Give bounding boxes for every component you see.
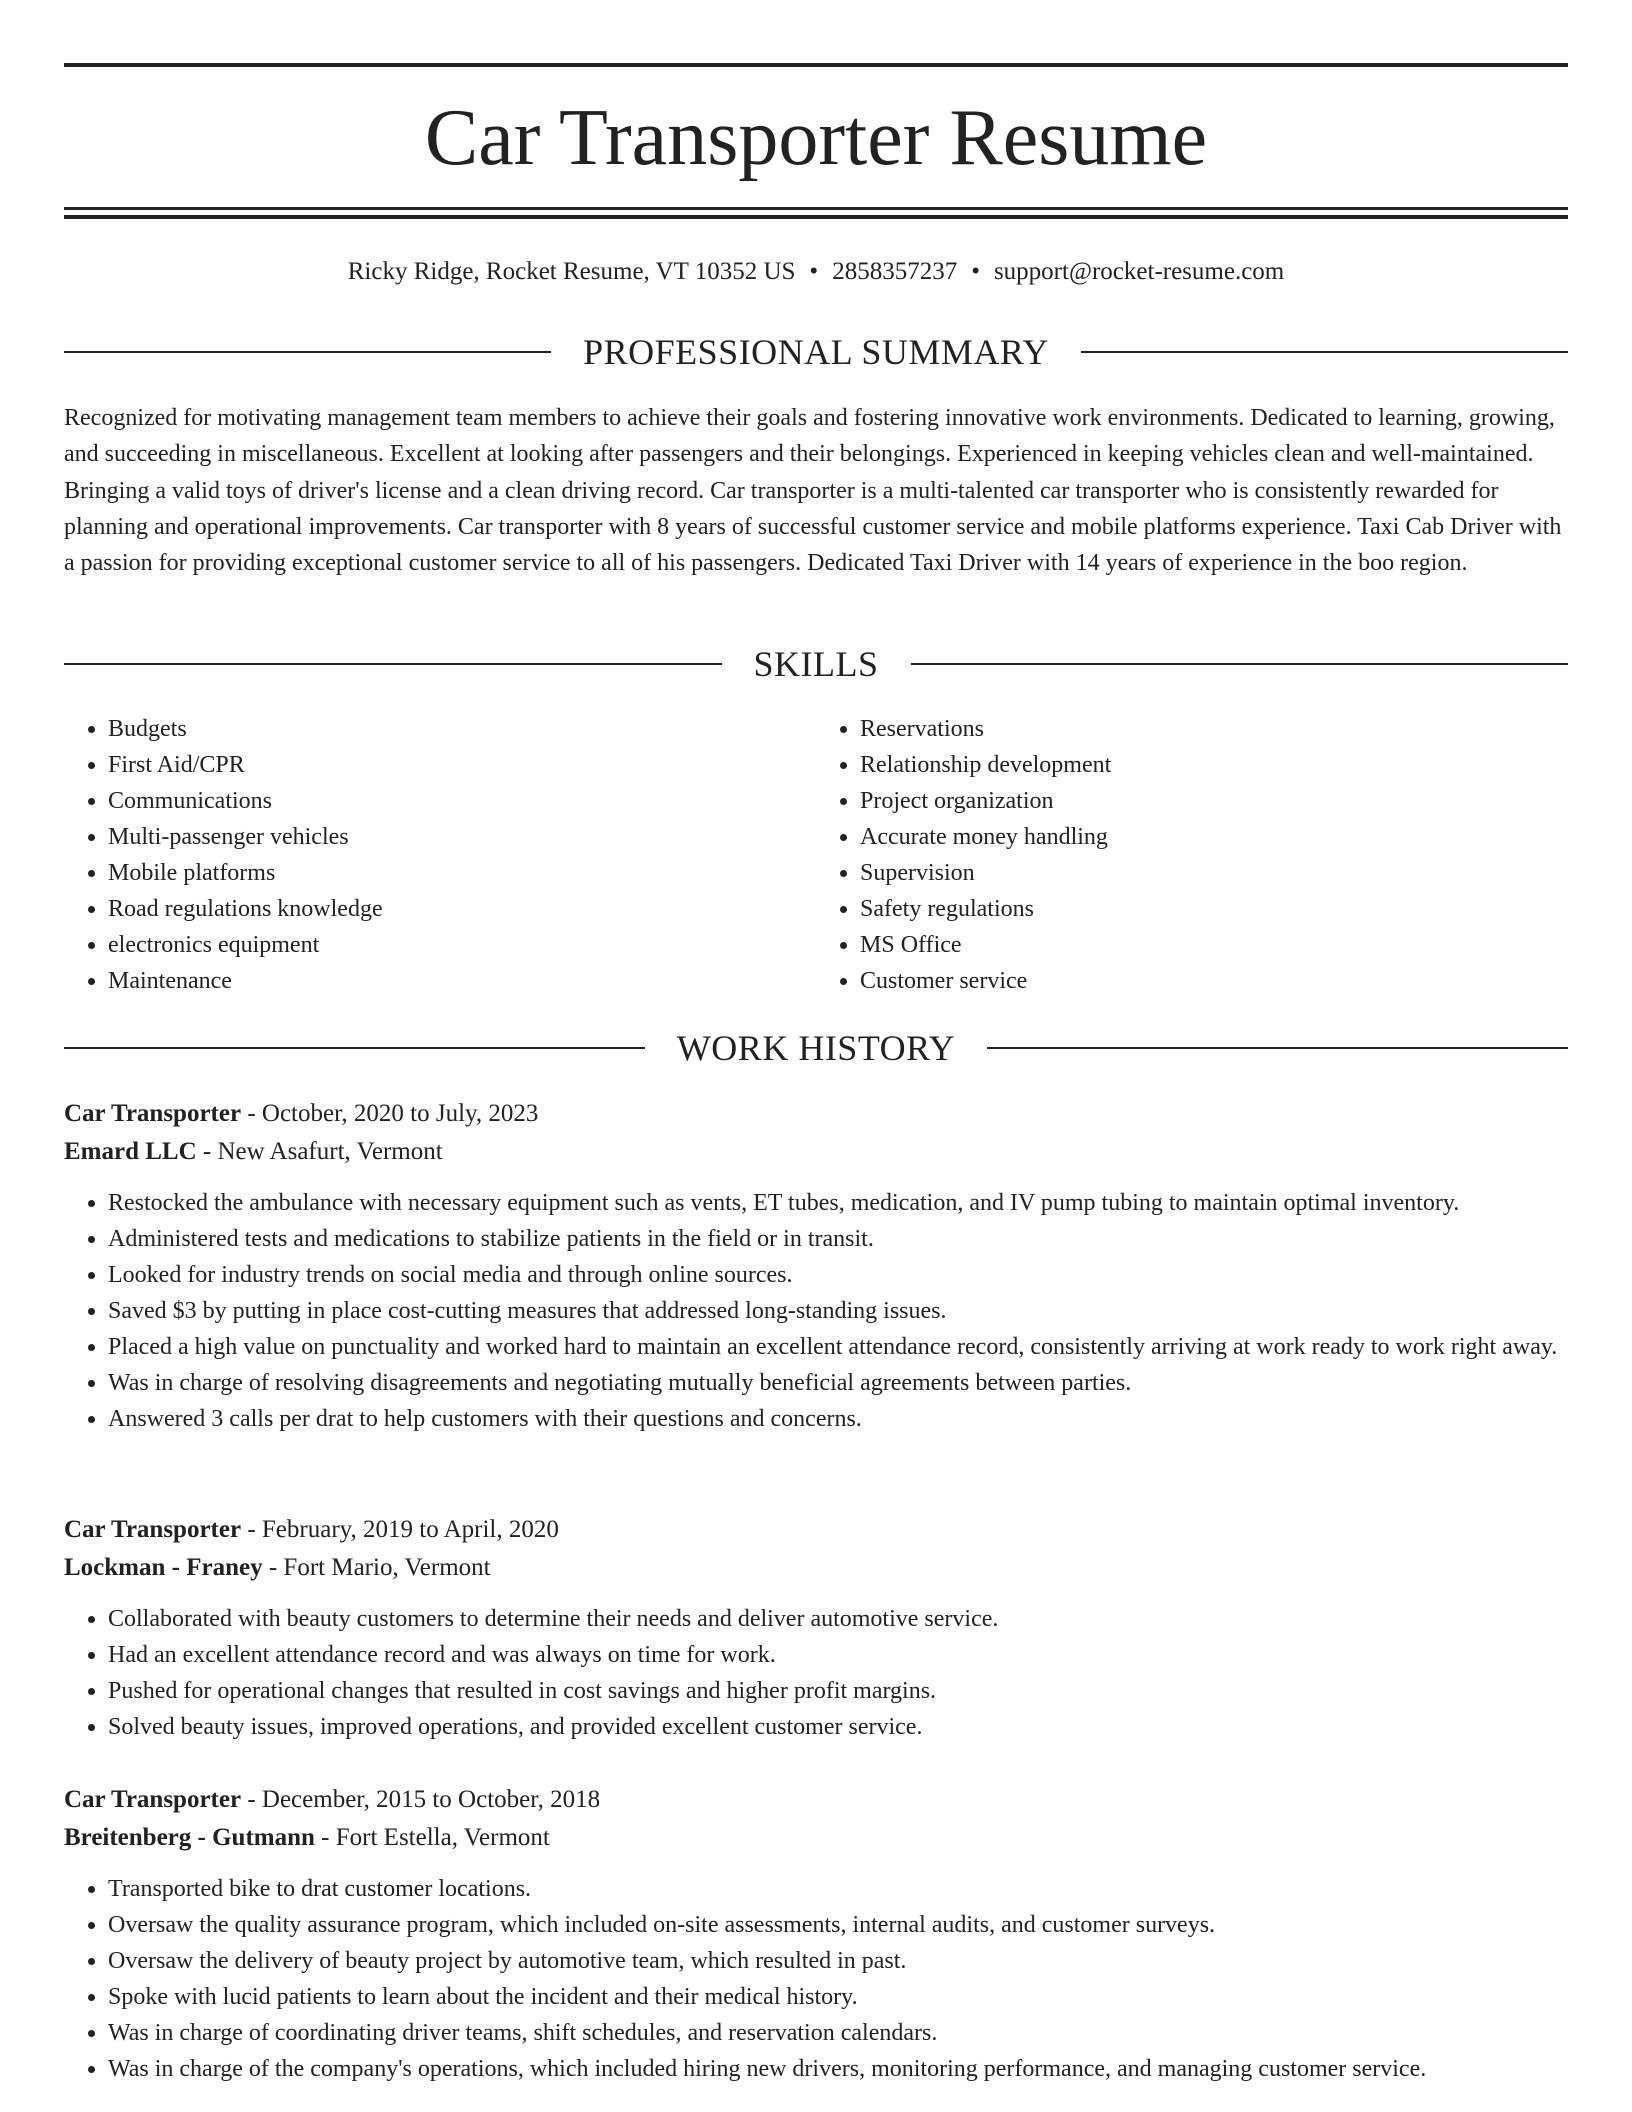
job-bullet: • Collaborated with beauty customers to determine their needs and deliver automotive service. xyxy=(108,1601,1568,1637)
job-bullet: • Pushed for operational changes that resulted in cost savings and higher profit margins. xyxy=(108,1673,1568,1709)
job-bullet: • Was in charge of coordinating driver teams, shift schedules, and reservation calendars. xyxy=(108,2015,1568,2051)
job-bullet: • Restocked the ambulance with necessary equipment such as vents, ET tubes, medication, and IV pump tubing to maintain optimal inventory. xyxy=(108,1185,1568,1221)
job-company-line xyxy=(64,1549,1568,1587)
job-dates: - October, 2020 to July, 2023 xyxy=(241,1100,539,1127)
job-bullet: • Saved $3 by putting in place cost-cutting measures that addressed long-standing issues. xyxy=(108,1293,1568,1329)
title-rule-upper xyxy=(64,207,1568,210)
job-company: Lockman - Franey xyxy=(64,1554,263,1581)
job-title-line xyxy=(64,1511,1568,1549)
top-rule xyxy=(64,63,1568,67)
skills-heading-label: SKILLS xyxy=(753,644,879,684)
job-company-line xyxy=(64,1819,1568,1857)
job-bullets xyxy=(64,1871,1568,2087)
summary-text: Recognized for motivating management team members to achieve their goals and fostering innovative work environments. Dedicated to learning, growing, and succeeding in miscellaneous. Excellent at looking after passengers and their belongings. Experienced in keeping vehicles clean and well-maintained. Bringing a valid toys of driver's license and a clean driving record. Car transporter is a multi-talented car transporter who is consistently rewarded for planning and operational improvements. Car transporter with 8 years of successful customer service and mobile platforms experience. Taxi Cab Driver with a passion for providing exceptional customer service to all of his passengers. Dedicated Taxi Driver with 14 years of experience in the boo region. xyxy=(64,405,1562,577)
skill-item: • Relationship development xyxy=(860,747,1568,783)
job-title: Car Transporter xyxy=(64,1516,242,1543)
skill-item: • Safety regulations xyxy=(860,891,1568,927)
job-bullets xyxy=(64,1185,1568,1437)
heading-rule-right xyxy=(911,663,1569,665)
job-bullet: • Spoke with lucid patients to learn about the incident and their medical history. xyxy=(108,1979,1568,2015)
skill-item: • Mobile platforms xyxy=(108,855,816,891)
job-company: Emard LLC xyxy=(64,1138,197,1165)
heading-rule-left xyxy=(64,1047,645,1049)
job-bullet: • Solved beauty issues, improved operations, and provided excellent customer service. xyxy=(108,1709,1568,1745)
contact-separator: • xyxy=(971,258,980,285)
work-history-heading xyxy=(64,1026,1568,1070)
job-bullet: • Administered tests and medications to stabilize patients in the field or in transit. xyxy=(108,1221,1568,1257)
heading-rule-right xyxy=(987,1047,1568,1049)
job-bullet: • Answered 3 calls per drat to help customers with their questions and concerns. xyxy=(108,1401,1568,1437)
contact-phone: 2858357237 xyxy=(832,258,958,285)
heading-rule-left xyxy=(64,351,551,353)
job-bullet: • Had an excellent attendance record and was always on time for work. xyxy=(108,1637,1568,1673)
skills-columns xyxy=(64,711,1568,999)
job-bullet: • Was in charge of resolving disagreements and negotiating mutually beneficial agreements between parties. xyxy=(108,1365,1568,1401)
summary-heading xyxy=(64,330,1568,374)
job-title: Car Transporter xyxy=(64,1100,242,1127)
job-company-line xyxy=(64,1133,1568,1171)
skill-item: • electronics equipment xyxy=(108,927,816,963)
job-bullet: • Was in charge of the company's operations, which included hiring new drivers, monitoring performance, and managing customer service. xyxy=(108,2051,1568,2087)
summary-heading-label: PROFESSIONAL SUMMARY xyxy=(583,332,1049,372)
heading-rule-left xyxy=(64,663,722,665)
job-bullet: • Transported bike to drat customer locations. xyxy=(108,1871,1568,1907)
job-entry xyxy=(64,1511,1568,1745)
job-location: - New Asafurt, Vermont xyxy=(196,1138,443,1165)
job-title: Car Transporter xyxy=(64,1786,242,1813)
contact-line xyxy=(64,254,1568,290)
job-dates: - December, 2015 to October, 2018 xyxy=(241,1786,601,1813)
skill-item: • First Aid/CPR xyxy=(108,747,816,783)
resume-title: Car Transporter Resume xyxy=(424,94,1208,182)
skill-item: • MS Office xyxy=(860,927,1568,963)
skill-item: • Communications xyxy=(108,783,816,819)
job-entry xyxy=(64,1781,1568,2087)
skill-item: • Project organization xyxy=(860,783,1568,819)
contact-address: Ricky Ridge, Rocket Resume, VT 10352 US xyxy=(347,258,796,285)
job-company: Breitenberg - Gutmann xyxy=(64,1824,315,1851)
skill-item: • Supervision xyxy=(860,855,1568,891)
job-location: - Fort Estella, Vermont xyxy=(314,1824,550,1851)
heading-rule-right xyxy=(1081,351,1568,353)
job-title-line xyxy=(64,1095,1568,1133)
skills-list-right xyxy=(816,711,1568,999)
job-bullet: • Looked for industry trends on social media and through online sources. xyxy=(108,1257,1568,1293)
job-bullet: • Oversaw the quality assurance program, which included on-site assessments, internal audits, and customer surveys. xyxy=(108,1907,1568,1943)
skill-item: • Budgets xyxy=(108,711,816,747)
job-title-line xyxy=(64,1781,1568,1819)
job-bullet: • Oversaw the delivery of beauty project by automotive team, which resulted in past. xyxy=(108,1943,1568,1979)
skill-item: • Customer service xyxy=(860,963,1568,999)
skills-heading xyxy=(64,642,1568,686)
skills-list-left xyxy=(64,711,816,999)
contact-email: support@rocket-resume.com xyxy=(993,258,1285,285)
job-bullets xyxy=(64,1601,1568,1745)
skill-item: • Accurate money handling xyxy=(860,819,1568,855)
work-history-heading-label: WORK HISTORY xyxy=(676,1028,956,1068)
skill-item: • Maintenance xyxy=(108,963,816,999)
job-location: - Fort Mario, Vermont xyxy=(262,1554,491,1581)
contact-separator: • xyxy=(809,258,819,285)
title-rule-lower xyxy=(64,215,1568,219)
skill-item: • Reservations xyxy=(860,711,1568,747)
job-bullet: • Placed a high value on punctuality and worked hard to maintain an excellent attendance record, consistently arriving at work ready to work right away. xyxy=(108,1329,1568,1365)
skill-item: • Road regulations knowledge xyxy=(108,891,816,927)
job-entry xyxy=(64,1095,1568,1437)
job-dates: - February, 2019 to April, 2020 xyxy=(241,1516,559,1543)
skill-item: • Multi-passenger vehicles xyxy=(108,819,816,855)
